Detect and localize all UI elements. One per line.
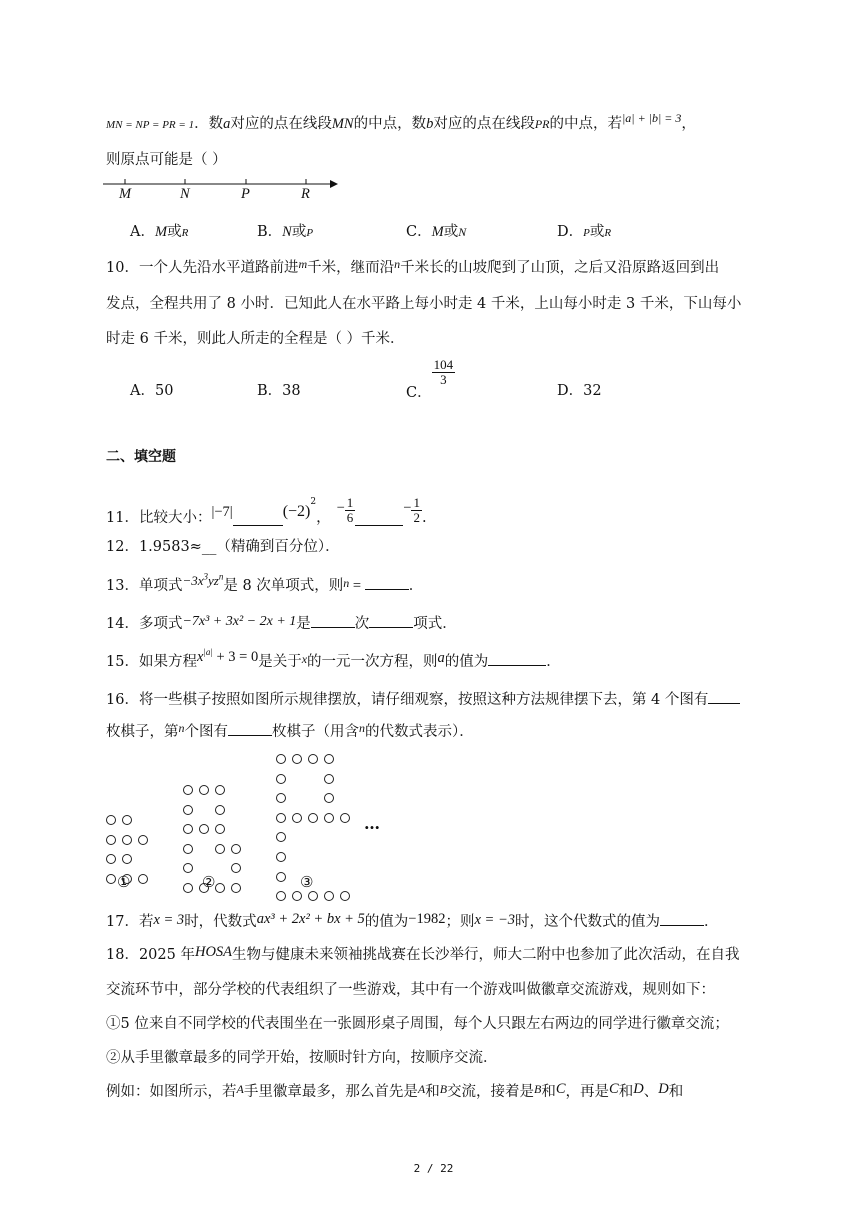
axis-label-r: R xyxy=(301,186,310,202)
chess-piece xyxy=(122,854,132,864)
q9-line2: 则原点可能是（ ） xyxy=(106,152,227,168)
q14: 14．多项式−7x³ + 3x² − 2x + 1是 次 项式． xyxy=(106,614,457,632)
q16-line1: 16．将一些棋子按照如图所示规律摆放，请仔细观察，按照这种方法规律摆下去，第 4 个图有 xyxy=(106,688,740,709)
chess-piece xyxy=(106,874,116,884)
q11-blank-1[interactable] xyxy=(233,511,283,526)
figure-label-3: ③ xyxy=(300,873,314,891)
var-a: a xyxy=(223,116,231,132)
chess-piece xyxy=(276,852,286,862)
chess-piece xyxy=(292,813,302,823)
q18-line2: 交流环节中，部分学校的代表组织了一些游戏，其中有一个游戏叫做徽章交流游戏，规则如下： xyxy=(106,982,715,998)
q13-blank[interactable] xyxy=(365,575,409,590)
chess-piece xyxy=(276,774,286,784)
q9-text: 对应的点在线段 xyxy=(230,116,332,132)
chess-piece xyxy=(215,844,225,854)
chess-piece xyxy=(183,863,193,873)
chess-piece xyxy=(292,754,302,764)
q18-line1: 18．2025 年HOSA生物与健康未来领袖挑战赛在长沙举行，师大二附中也参加了此次活动，在自我 xyxy=(106,944,740,963)
chess-piece xyxy=(138,835,148,845)
chess-piece xyxy=(183,824,193,834)
chess-piece xyxy=(183,785,193,795)
chess-piece xyxy=(183,844,193,854)
chess-piece xyxy=(215,824,225,834)
chess-piece xyxy=(308,891,318,901)
chess-piece xyxy=(308,754,318,764)
chess-piece xyxy=(276,891,286,901)
q10-option-c[interactable]: C． $\frac{104}{3}$ xyxy=(406,357,454,402)
q9-option-c[interactable]: C．M或N xyxy=(406,224,467,240)
chess-piece xyxy=(276,793,286,803)
segment-pr: PR xyxy=(534,117,550,131)
q9-text: 对应的点在线段 xyxy=(433,116,535,132)
q9-condition: |a| + |b| = 3 xyxy=(622,111,682,125)
q17-blank[interactable] xyxy=(660,911,704,926)
q18-rule1: ①5 位来自不同学校的代表围坐在一张圆形桌子周围，每个人只跟左右两边的同学进行徽章交流； xyxy=(106,1016,729,1032)
var-b: b xyxy=(426,116,434,132)
chess-piece xyxy=(215,785,225,795)
axis-label-p: P xyxy=(241,186,250,202)
q14-blank-1[interactable] xyxy=(311,613,355,628)
q16-blank-2[interactable] xyxy=(228,721,272,736)
chess-piece xyxy=(199,824,209,834)
chess-piece xyxy=(215,883,225,893)
chess-piece xyxy=(122,815,132,825)
q18-example: 例如：如图所示，若$^A$手里徽章最多，那么首先是$^A$和$^B$交流，接着是$^B$和C，再是C和D、D和 xyxy=(106,1081,684,1100)
chess-piece xyxy=(106,815,116,825)
q10-option-d[interactable]: D．32 xyxy=(557,383,602,399)
chess-piece xyxy=(183,805,193,815)
page-number: 2 / 22 xyxy=(413,1162,454,1175)
q9-option-b[interactable]: B．N或P xyxy=(257,224,314,240)
chess-piece xyxy=(138,874,148,884)
chess-piece xyxy=(231,844,241,854)
chess-piece xyxy=(106,854,116,864)
chess-piece xyxy=(292,891,302,901)
q11: 11．比较大小：|−7| $(-2)^2$，− $\frac{1}{6}$ − $\frac{1}{2}$ . xyxy=(106,495,427,527)
figure-label-2: ② xyxy=(202,873,216,891)
chess-piece xyxy=(324,754,334,764)
q16-blank-1[interactable] xyxy=(708,689,740,704)
chess-piece xyxy=(340,813,350,823)
q10-line3: 时走 6 千米，则此人所走的全程是（ ）千米． xyxy=(106,331,405,347)
q10-option-a[interactable]: A．50 xyxy=(130,383,174,399)
q9-text: ．数 xyxy=(194,116,224,132)
chess-piece xyxy=(231,883,241,893)
chess-piece xyxy=(276,872,286,882)
q9-text: ， xyxy=(681,116,696,132)
chess-piece xyxy=(231,863,241,873)
q9-line1 xyxy=(106,112,696,133)
q9-text: 的中点，若 xyxy=(549,116,622,132)
chess-piece xyxy=(215,805,225,815)
chess-piece xyxy=(324,774,334,784)
q12: 12．1.9583≈__（精确到百分位）． xyxy=(106,539,340,555)
chess-piece xyxy=(324,813,334,823)
q11-blank-2[interactable] xyxy=(355,511,403,526)
ellipsis: … xyxy=(364,814,380,833)
q9-equation: MN = NP = PR = 1 xyxy=(106,119,195,131)
chess-piece xyxy=(276,754,286,764)
chess-piece xyxy=(276,832,286,842)
chess-piece xyxy=(340,891,350,901)
chess-piece xyxy=(122,835,132,845)
q15-blank[interactable] xyxy=(488,651,546,666)
chess-piece xyxy=(106,835,116,845)
q15: 15．如果方程$x^{|a|} + 3 = 0$是关于$^x$的一元一次方程，则a的值为 ． xyxy=(106,647,561,670)
segment-mn: MN xyxy=(331,116,354,132)
chess-piece xyxy=(199,785,209,795)
section-heading: 二、填空题 xyxy=(106,449,176,465)
q17: 17．若x = 3时，代数式ax³ + 2x² + bx + 5的值为−1982；则x = −3时，这个代数式的值为 ． xyxy=(106,911,719,930)
chess-piece xyxy=(324,793,334,803)
chess-piece xyxy=(183,883,193,893)
figure-label-1: ① xyxy=(117,873,131,891)
q14-blank-2[interactable] xyxy=(369,613,413,628)
q9-option-d[interactable]: D．P或R xyxy=(557,224,612,240)
q10-option-b[interactable]: B．38 xyxy=(257,383,301,399)
q10-line1: 10．一个人先沿水平道路前进$^m$千米，继而沿$^n$千米长的山坡爬到了山顶，之后又沿原路返回到出 xyxy=(106,257,720,276)
q13: 13．单项式$-3x^3yz^n$是 8 次单项式，则$^n$ = ． xyxy=(106,571,424,594)
fraction-104-3: $\frac{104}{3}$ xyxy=(433,357,454,387)
chess-piece xyxy=(276,813,286,823)
chess-piece xyxy=(324,891,334,901)
q16-line2: 枚棋子，第$^n$个图有 枚棋子（用含$^n$的代数式表示）． xyxy=(106,721,474,740)
q10-line2: 发点，全程共用了 8 小时．已知此人在水平路上每小时走 4 千米，上山每小时走 3 千米，下山每小 xyxy=(106,296,742,312)
chess-piece xyxy=(308,813,318,823)
q9-text: 的中点，数 xyxy=(353,116,427,132)
q18-rule2: ②从手里徽章最多的同学开始，按顺时针方向，按顺序交流． xyxy=(106,1050,498,1066)
q9-option-a[interactable]: A．M或R xyxy=(130,224,189,240)
axis-label-n: N xyxy=(180,186,190,202)
axis-label-m: M xyxy=(119,186,132,202)
